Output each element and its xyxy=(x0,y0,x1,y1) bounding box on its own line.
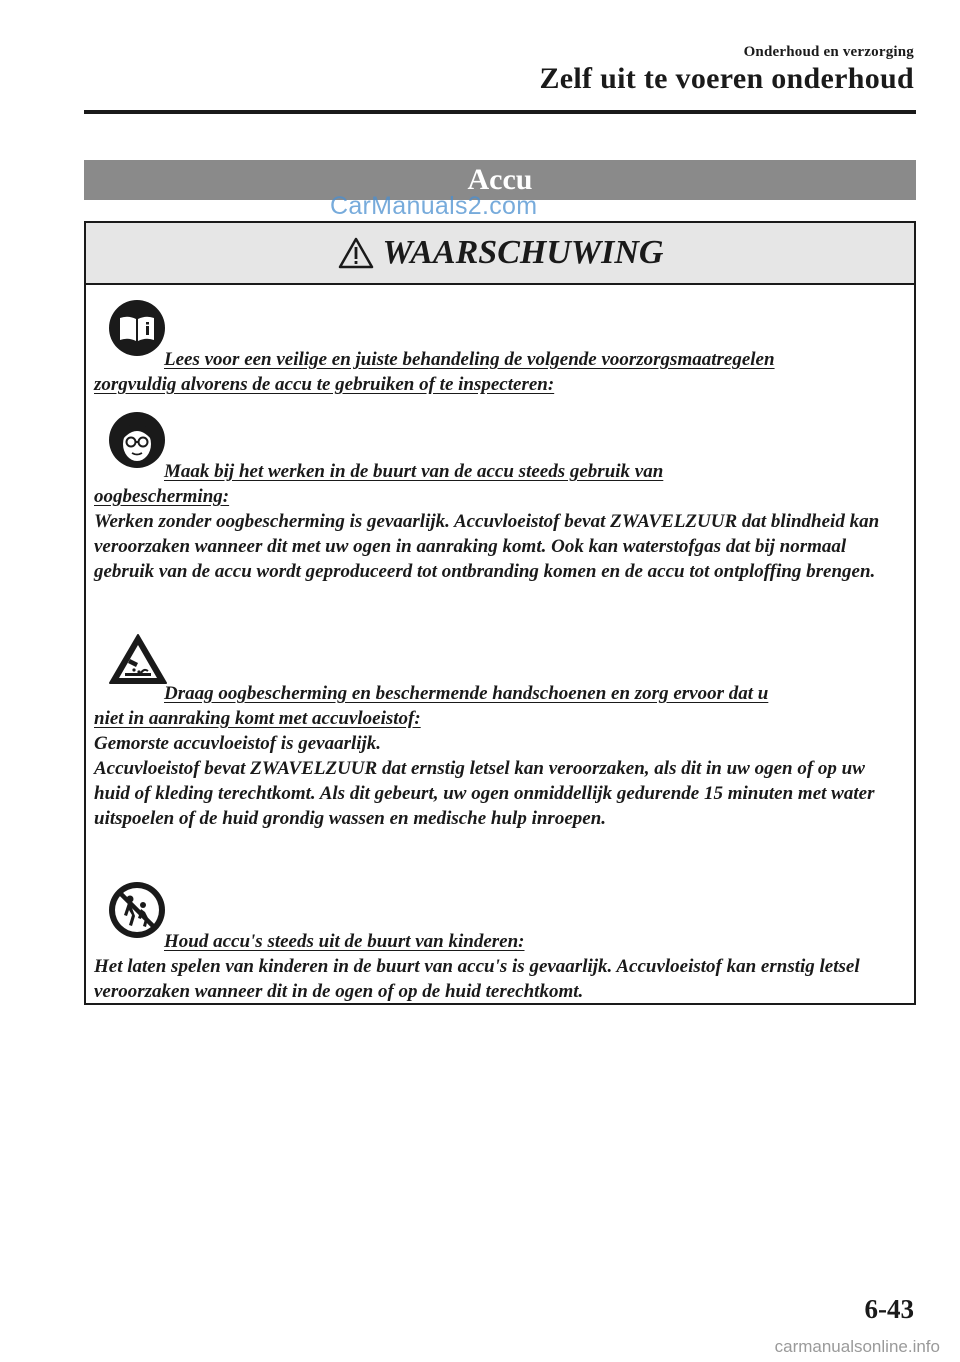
warning-header xyxy=(86,223,914,285)
header-rule xyxy=(84,110,916,114)
page-title: Zelf uit te voeren onderhoud xyxy=(539,62,914,95)
item-heading: Lees voor een veilige en juiste behandeling de volgende voorzorgsmaatregelen xyxy=(164,349,775,370)
warning-item xyxy=(94,881,894,1051)
item-body: Accuvloeistof bevat ZWAVELZUUR dat ernstig letsel kan veroorzaken, als dit in uw ogen of op uw huid of kleding terechtkomt. Als dit gebeurt, uw ogen onmiddellijk gedurende 15 minuten met water uitspoelen of de huid grondig wassen en medische hulp inroepen. xyxy=(94,758,875,829)
page-number: 6-43 xyxy=(864,1294,914,1324)
item-heading: Draag oogbescherming en beschermende handschoenen en zorg ervoor dat u xyxy=(164,683,769,704)
item-heading: oogbescherming: xyxy=(94,486,230,507)
item-body: Gemorste accuvloeistof is gevaarlijk. xyxy=(94,733,382,754)
warning-title: WAARSCHUWING xyxy=(382,234,664,271)
header-subtitle: Onderhoud en verzorging xyxy=(743,44,914,60)
warning-triangle-icon xyxy=(337,236,375,270)
warning-item xyxy=(94,299,894,399)
item-body: Het laten spelen van kinderen in de buurt van accu's is gevaarlijk. Accuvloeistof kan ernstig letsel veroorzaken wanneer dit in de ogen of op de huid terechtkomt. xyxy=(94,956,860,1002)
item-heading: Maak bij het werken in de buurt van de accu steeds gebruik van xyxy=(164,461,664,482)
warning-box xyxy=(84,221,916,1005)
warning-item xyxy=(94,633,894,883)
warning-item xyxy=(94,411,894,671)
corrosive-warning-icon xyxy=(108,633,168,685)
item-heading: Houd accu's steeds uit de buurt van kinderen: xyxy=(164,931,525,952)
section-title: Accu xyxy=(467,163,533,196)
watermark-link[interactable]: CarManuals2.com xyxy=(330,192,538,220)
footer-watermark-link[interactable]: carmanualsonline.info xyxy=(774,1337,940,1356)
item-heading: niet in aanraking komt met accuvloeistof: xyxy=(94,708,421,729)
item-heading: zorgvuldig alvorens de accu te gebruiken of te inspecteren: xyxy=(94,374,555,395)
item-body: Werken zonder oogbescherming is gevaarlijk. Accuvloeistof bevat ZWAVELZUUR dat blindheid kan veroorzaken wanneer dit met uw ogen in aanraking komt. Ook kan waterstofgas dat bij normaal gebruik van de accu wordt geproduceerd tot ontbranding komen en de accu tot ontploffing brengen. xyxy=(94,511,880,582)
